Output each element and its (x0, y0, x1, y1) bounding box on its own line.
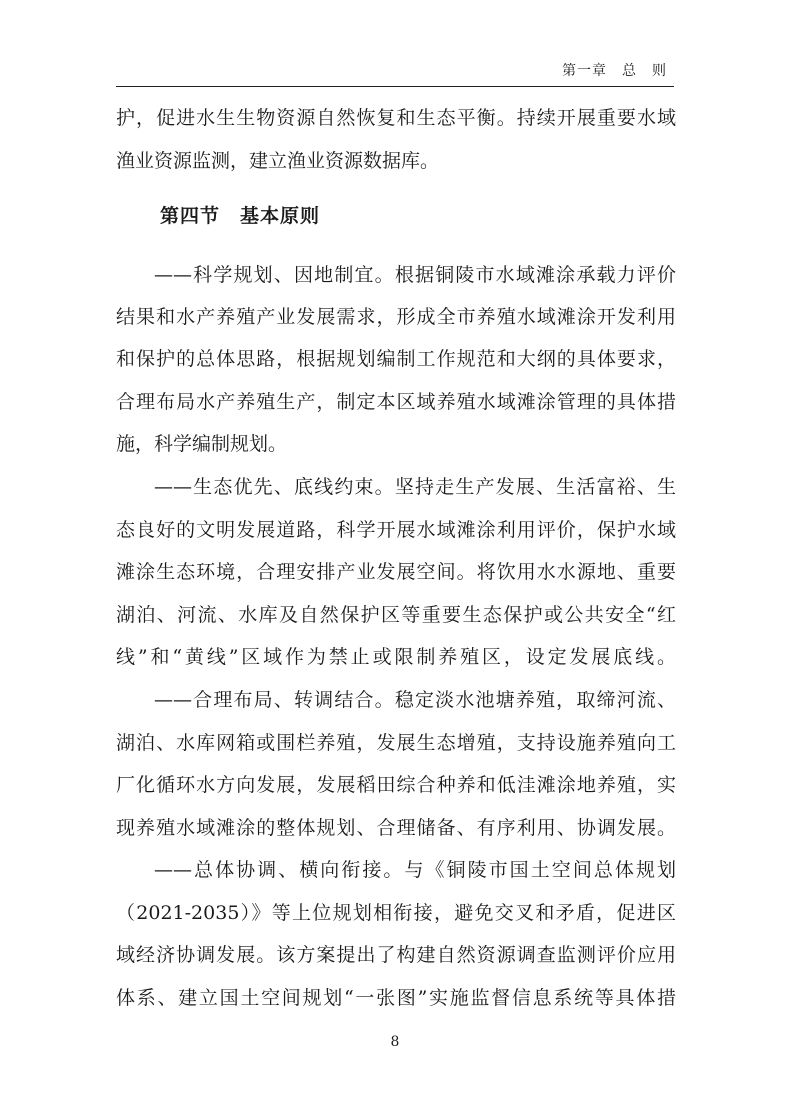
paragraph-line: 体系、建立国土空间规划“一张图”实施监督信息系统等具体措 (116, 987, 676, 1009)
body-line: 渔业资源监测，建立渔业资源数据库。 (116, 150, 440, 172)
paragraph-line: 厂化循环水方向发展，发展稻田综合种养和低洼滩涂地养殖，实 (116, 774, 676, 796)
paragraph-line: 湖泊、水库网箱或围栏养殖，发展生态增殖，支持设施养殖向工 (116, 732, 676, 754)
running-header: 第一章 总 则 (562, 63, 667, 79)
paragraph-line: ——科学规划、因地制宜。根据铜陵市水域滩涂承载力评价 (154, 264, 676, 286)
paragraph-line: 线”和“黄线”区域作为禁止或限制养殖区，设定发展底线。 (116, 646, 676, 668)
paragraph-line: 和保护的总体思路，根据规划编制工作规范和大纲的具体要求， (116, 348, 676, 370)
paragraph-line: ——生态优先、底线约束。坚持走生产发展、生活富裕、生 (154, 476, 676, 498)
section-title: 第四节 基本原则 (160, 205, 321, 227)
paragraph-line: 现养殖水域滩涂的整体规划、合理储备、有序利用、协调发展。 (116, 817, 676, 839)
paragraph-line: 施，科学编制规划。 (116, 433, 288, 455)
page-number: 8 (390, 1034, 400, 1050)
paragraph-line: 湖泊、河流、水库及自然保护区等重要生态保护或公共安全“红 (116, 604, 676, 626)
paragraph-line: 结果和水产养殖产业发展需求，形成全市养殖水域滩涂开发利用 (116, 306, 676, 328)
paragraph-line: ——总体协调、横向衔接。与《铜陵市国土空间总体规划 (154, 859, 676, 881)
header-divider (116, 86, 674, 87)
body-line: 护，促进水生生物资源自然恢复和生态平衡。持续开展重要水域 (116, 107, 676, 129)
paragraph-line: 滩涂生态环境，合理安排产业发展空间。将饮用水水源地、重要 (116, 561, 676, 583)
paragraph-line: ——合理布局、转调结合。稳定淡水池塘养殖，取缔河流、 (154, 689, 676, 711)
paragraph-line: 合理布局水产养殖生产，制定本区域养殖水域滩涂管理的具体措 (116, 391, 676, 413)
paragraph-line: 态良好的文明发展道路，科学开展水域滩涂利用评价，保护水域 (116, 519, 676, 541)
paragraph-line: 域经济协调发展。该方案提出了构建自然资源调查监测评价应用 (116, 944, 676, 966)
paragraph-line: （2021-2035）》等上位规划相衔接，避免交叉和矛盾，促进区 (116, 902, 676, 924)
